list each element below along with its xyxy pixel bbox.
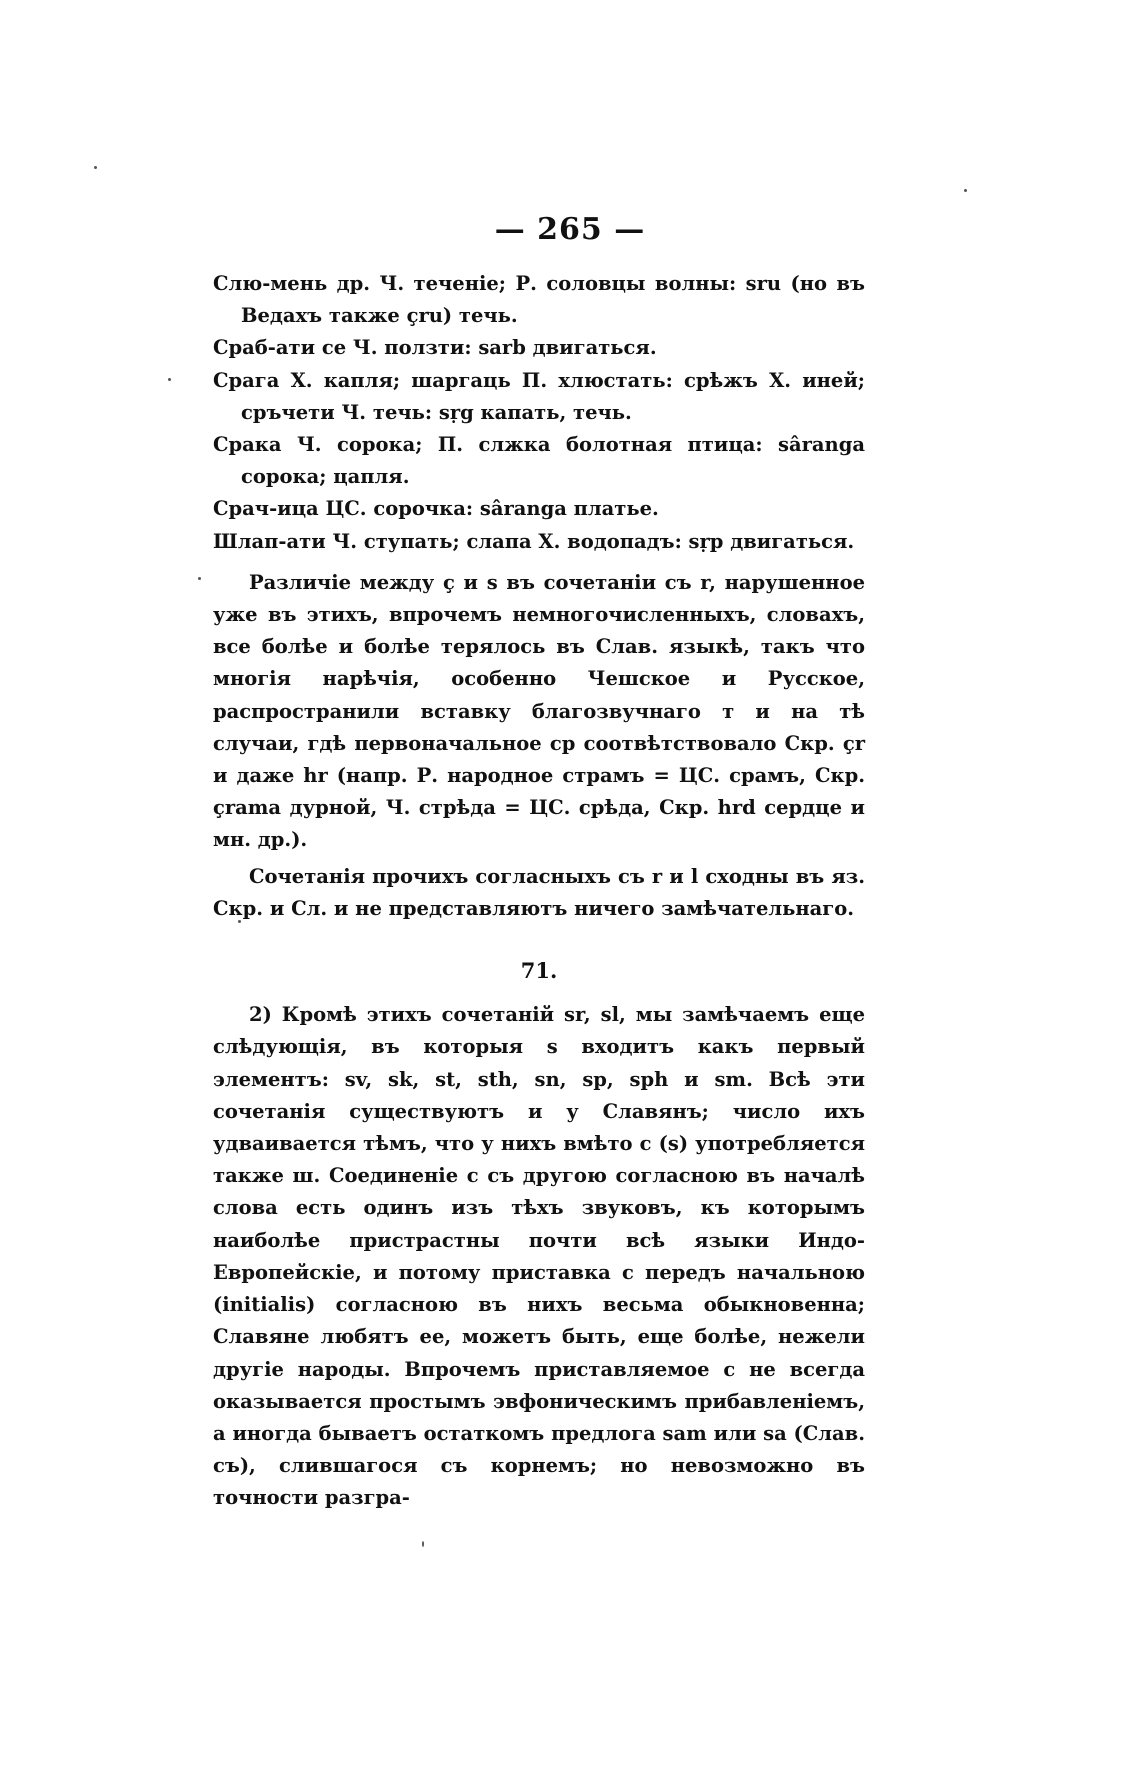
word-entry-list (213, 268, 865, 558)
word-entry: Слю-мень др. Ч. теченіе; Р. соловцы волны: sru (но въ Ведахъ также çru) течь. (213, 272, 865, 328)
body-paragraph: Различіе между ç и s въ сочетаніи съ r, нарушенное уже въ этихъ, впрочемъ немногочисленныхъ, словахъ, все болѣе и болѣе терялось въ Слав. языкѣ, такъ что многія нарѣчія, особенно Чешское и Русское, распространили вставку благозвучнаго т и на тѣ случаи, гдѣ первоначальное ср соотвѣтствовало Скр. çr и даже hr (напр. Р. народное страмъ = ЦС. срамъ, Скр. çrama дурной, Ч. стрѣда = ЦС. срѣда, Скр. hrd сердце и мн. др.). (213, 570, 865, 852)
section-paragraph: 2) Кромѣ этихъ сочетаній sr, sl, мы замѣчаемъ еще слѣдующія, въ которыя s входитъ какъ первый элементъ: sv, sk, st, sth, sn, sp, sph и sm. Всѣ эти сочетанія существуютъ и у Славянъ; число ихъ удваивается тѣмъ, что у нихъ вмѣто с (s) употребляется также ш. Соединеніе с съ другою согласною въ началѣ слова есть одинъ изъ тѣхъ звуковъ, къ которымъ наиболѣе пристрастны почти всѣ языки Индо-Европейскіе, и потому приставка с передъ начальною (initialis) согласною въ нихъ весьма обыкновенна; Славяне любятъ ее, можетъ быть, еще болѣе, нежели другіе народы. Впрочемъ приставляемое с не всегда оказывается простымъ эвфоническимъ прибавленіемъ, а иногда бываетъ остаткомъ предлога sam или sa (Слав. съ), слившагося съ корнемъ; но невозможно въ точности разгра- (213, 1003, 865, 1510)
word-entry: Срака Ч. сорока; П. слжка болотная птица: sâranga сорока; цапля. (213, 433, 865, 489)
word-entry: Шлап-ати Ч. ступать; слапа Х. водопадъ: sṛp двигаться. (213, 529, 855, 553)
print-speck (422, 1541, 424, 1547)
text-column (213, 268, 865, 1515)
word-entry: Срага Х. капля; шаргаць П. хлюстать: срѣжъ Х. иней; сръчети Ч. течь: sṛg капать, течь. (213, 368, 865, 424)
word-entry: Сраб-ати се Ч. ползти: sarb двигаться. (213, 336, 657, 360)
body-paragraph: Сочетанія прочихъ согласныхъ съ r и l сходны въ яз. Скр. и Сл. и не представляютъ ничего замѣчательнаго. (213, 864, 865, 920)
print-speck (168, 378, 171, 381)
section-number: 71. (520, 958, 558, 984)
word-entry: Срач-ица ЦС. сорочка: sâranga платье. (213, 497, 659, 521)
print-speck (94, 166, 97, 169)
print-speck (964, 189, 967, 192)
print-speck (198, 577, 201, 580)
page-number: — 265 — (494, 212, 646, 247)
